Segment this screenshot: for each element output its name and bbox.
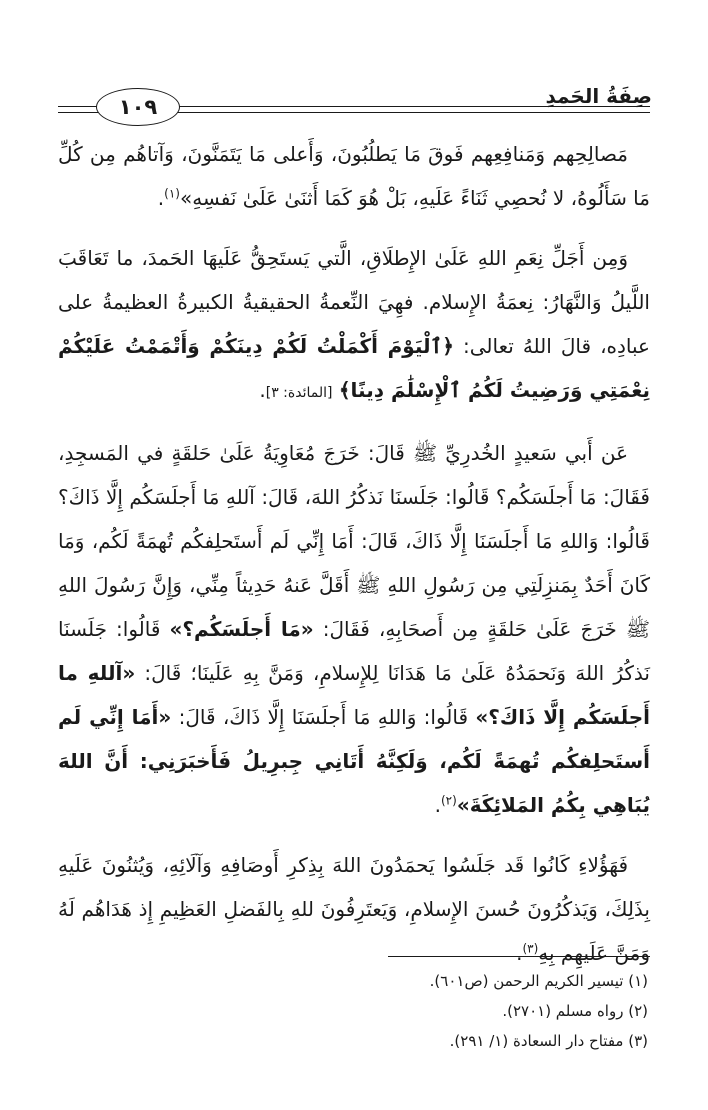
hadith-quote-1: «مَا أَجلَسَكُم؟» bbox=[169, 617, 314, 641]
paragraph-3-end: . bbox=[434, 793, 441, 817]
hadith-narration-3: قَالُوا: وَاللهِ مَا أَجلَسَنَا إِلَّا ذَاكَ، قَالَ: bbox=[178, 705, 469, 729]
paragraph-1-text: مَصالِحِهم وَمَنافِعِهم فَوقَ مَا يَطلُبُونَ، وَأَعلى مَا يَتَمَنَّونَ، وَآتاهُم مِن كُلِّ مَا سَأَلُوهُ، لا نُحصِي ثَنَاءً عَلَيهِ، بَلْ هُوَ كَمَا أَثنَىٰ عَلَىٰ نَفسِهِ» bbox=[58, 142, 650, 210]
footnote-ref-3: (٣) bbox=[522, 941, 539, 956]
hadith-narration-2: قَالُوا: جَلَسنَا نَذكُرُ اللهَ وَنَحمَدُهُ عَلَىٰ مَا هَدَانَا لِلإِسلامِ، وَمَنَّ بِهِ عَلَينَا؛ قَالَ: bbox=[58, 617, 650, 685]
paragraph-2-end: . bbox=[259, 378, 266, 402]
paragraph-3 bbox=[58, 431, 650, 827]
footnote-3: (٣) مفتاح دار السعادة (١/ ٢٩١). bbox=[449, 1032, 648, 1050]
hadith-quote-3: «أَمَا إِنِّي لَم أَستَحلِفكُم تُهمَةً لَكُم، وَلَكِنَّهُ أَتَانِي جِبرِيلُ فَأَخبَرَنِي: أَنَّ اللهَ يُبَاهِي بِكُمُ المَلائِكَةَ» bbox=[58, 705, 650, 817]
body-text bbox=[58, 132, 650, 991]
footnote-separator bbox=[388, 956, 650, 957]
quran-verse: ﴿ٱلْيَوْمَ أَكْمَلْتُ لَكُمْ دِينَكُمْ وَأَتْمَمْتُ عَلَيْكُمْ نِعْمَتِي وَرَضِيتُ لَكُمُ ٱلْإِسْلَٰمَ دِينًا﴾ bbox=[58, 334, 650, 402]
paragraph-1 bbox=[58, 132, 650, 220]
hadith-narration: عَن أَبي سَعيدٍ الخُدرِيِّ ﷺ قَالَ: خَرَجَ مُعَاوِيَةُ عَلَىٰ حَلقَةٍ في المَسجِدِ، فَقَالَ: مَا أَجلَسَكُم؟ قَالُوا: جَلَسنَا نَذكُرُ اللهَ، قَالَ: آللهِ مَا أَجلَسَكُم إِلَّا ذَاكَ؟ قَالُوا: وَاللهِ مَا أَجلَسَنَا إِلَّا ذَاكَ، قَالَ: أَمَا إِنِّي لَم أَستَحلِفكُم تُهمَةً لَكُم، وَمَا كَانَ أَحَدٌ بِمَنزِلَتِي مِن رَسُولِ اللهِ ﷺ أَقَلَّ عَنهُ حَدِيثاً مِنِّي، وَإِنَّ رَسُولَ اللهِ ﷺ خَرَجَ عَلَىٰ حَلقَةٍ مِن أَصحَابِهِ، فَقَالَ: bbox=[58, 441, 651, 641]
paragraph-2-text: وَمِن أَجَلِّ نِعَمِ اللهِ عَلَىٰ الإِطلَاقِ، الَّتي يَستَحِقُّ عَلَيهَا الحَمدَ، ما تَعَاقَبَ اللَّيلُ وَالنَّهَارُ: نِعمَةُ الإِسلام. فهِيَ النِّعمةُ الحقيقيةُ الكبيرةُ العظيمةُ على عبادِه، قالَ اللهُ تعالى: bbox=[58, 246, 650, 358]
hadith-quote-2: «آللهِ ما أَجلَسَكُم إِلَّا ذَاكَ؟» bbox=[58, 661, 651, 729]
verse-citation: [المائدة: ٣] bbox=[265, 385, 333, 401]
page-number: ١٠٩ bbox=[96, 88, 180, 126]
footnote-2: (٢) رواه مسلم (٢٧٠١). bbox=[502, 1002, 648, 1020]
footnote-ref-1: (١) bbox=[164, 186, 180, 201]
paragraph-4-end: . bbox=[516, 941, 523, 965]
paragraph-2 bbox=[58, 236, 650, 415]
running-title: صِفَةُ الحَمدِ bbox=[545, 84, 652, 108]
footnotes bbox=[58, 966, 648, 1056]
footnote-ref-2: (٢) bbox=[440, 793, 457, 808]
paragraph-4-text: فَهَؤُلاءِ كَانُوا قَد جَلَسُوا يَحمَدُونَ اللهَ بِذِكرِ أَوصَافِهِ وَآلَائِهِ، وَيُثنُونَ عَلَيهِ بِذَلِكَ، وَيَذكُرُونَ حُسنَ الإِسلامِ، وَيَعتَرِفُونَ للهِ بِالفَضلِ العَظِيمِ إِذ هَدَاهُم لَهُ وَمَنَّ عَلَيهِم بِهِ bbox=[58, 853, 650, 965]
paragraph-1-end: . bbox=[157, 186, 165, 210]
footnote-1: (١) تيسير الكريم الرحمن (ص٦٠١). bbox=[429, 972, 648, 990]
